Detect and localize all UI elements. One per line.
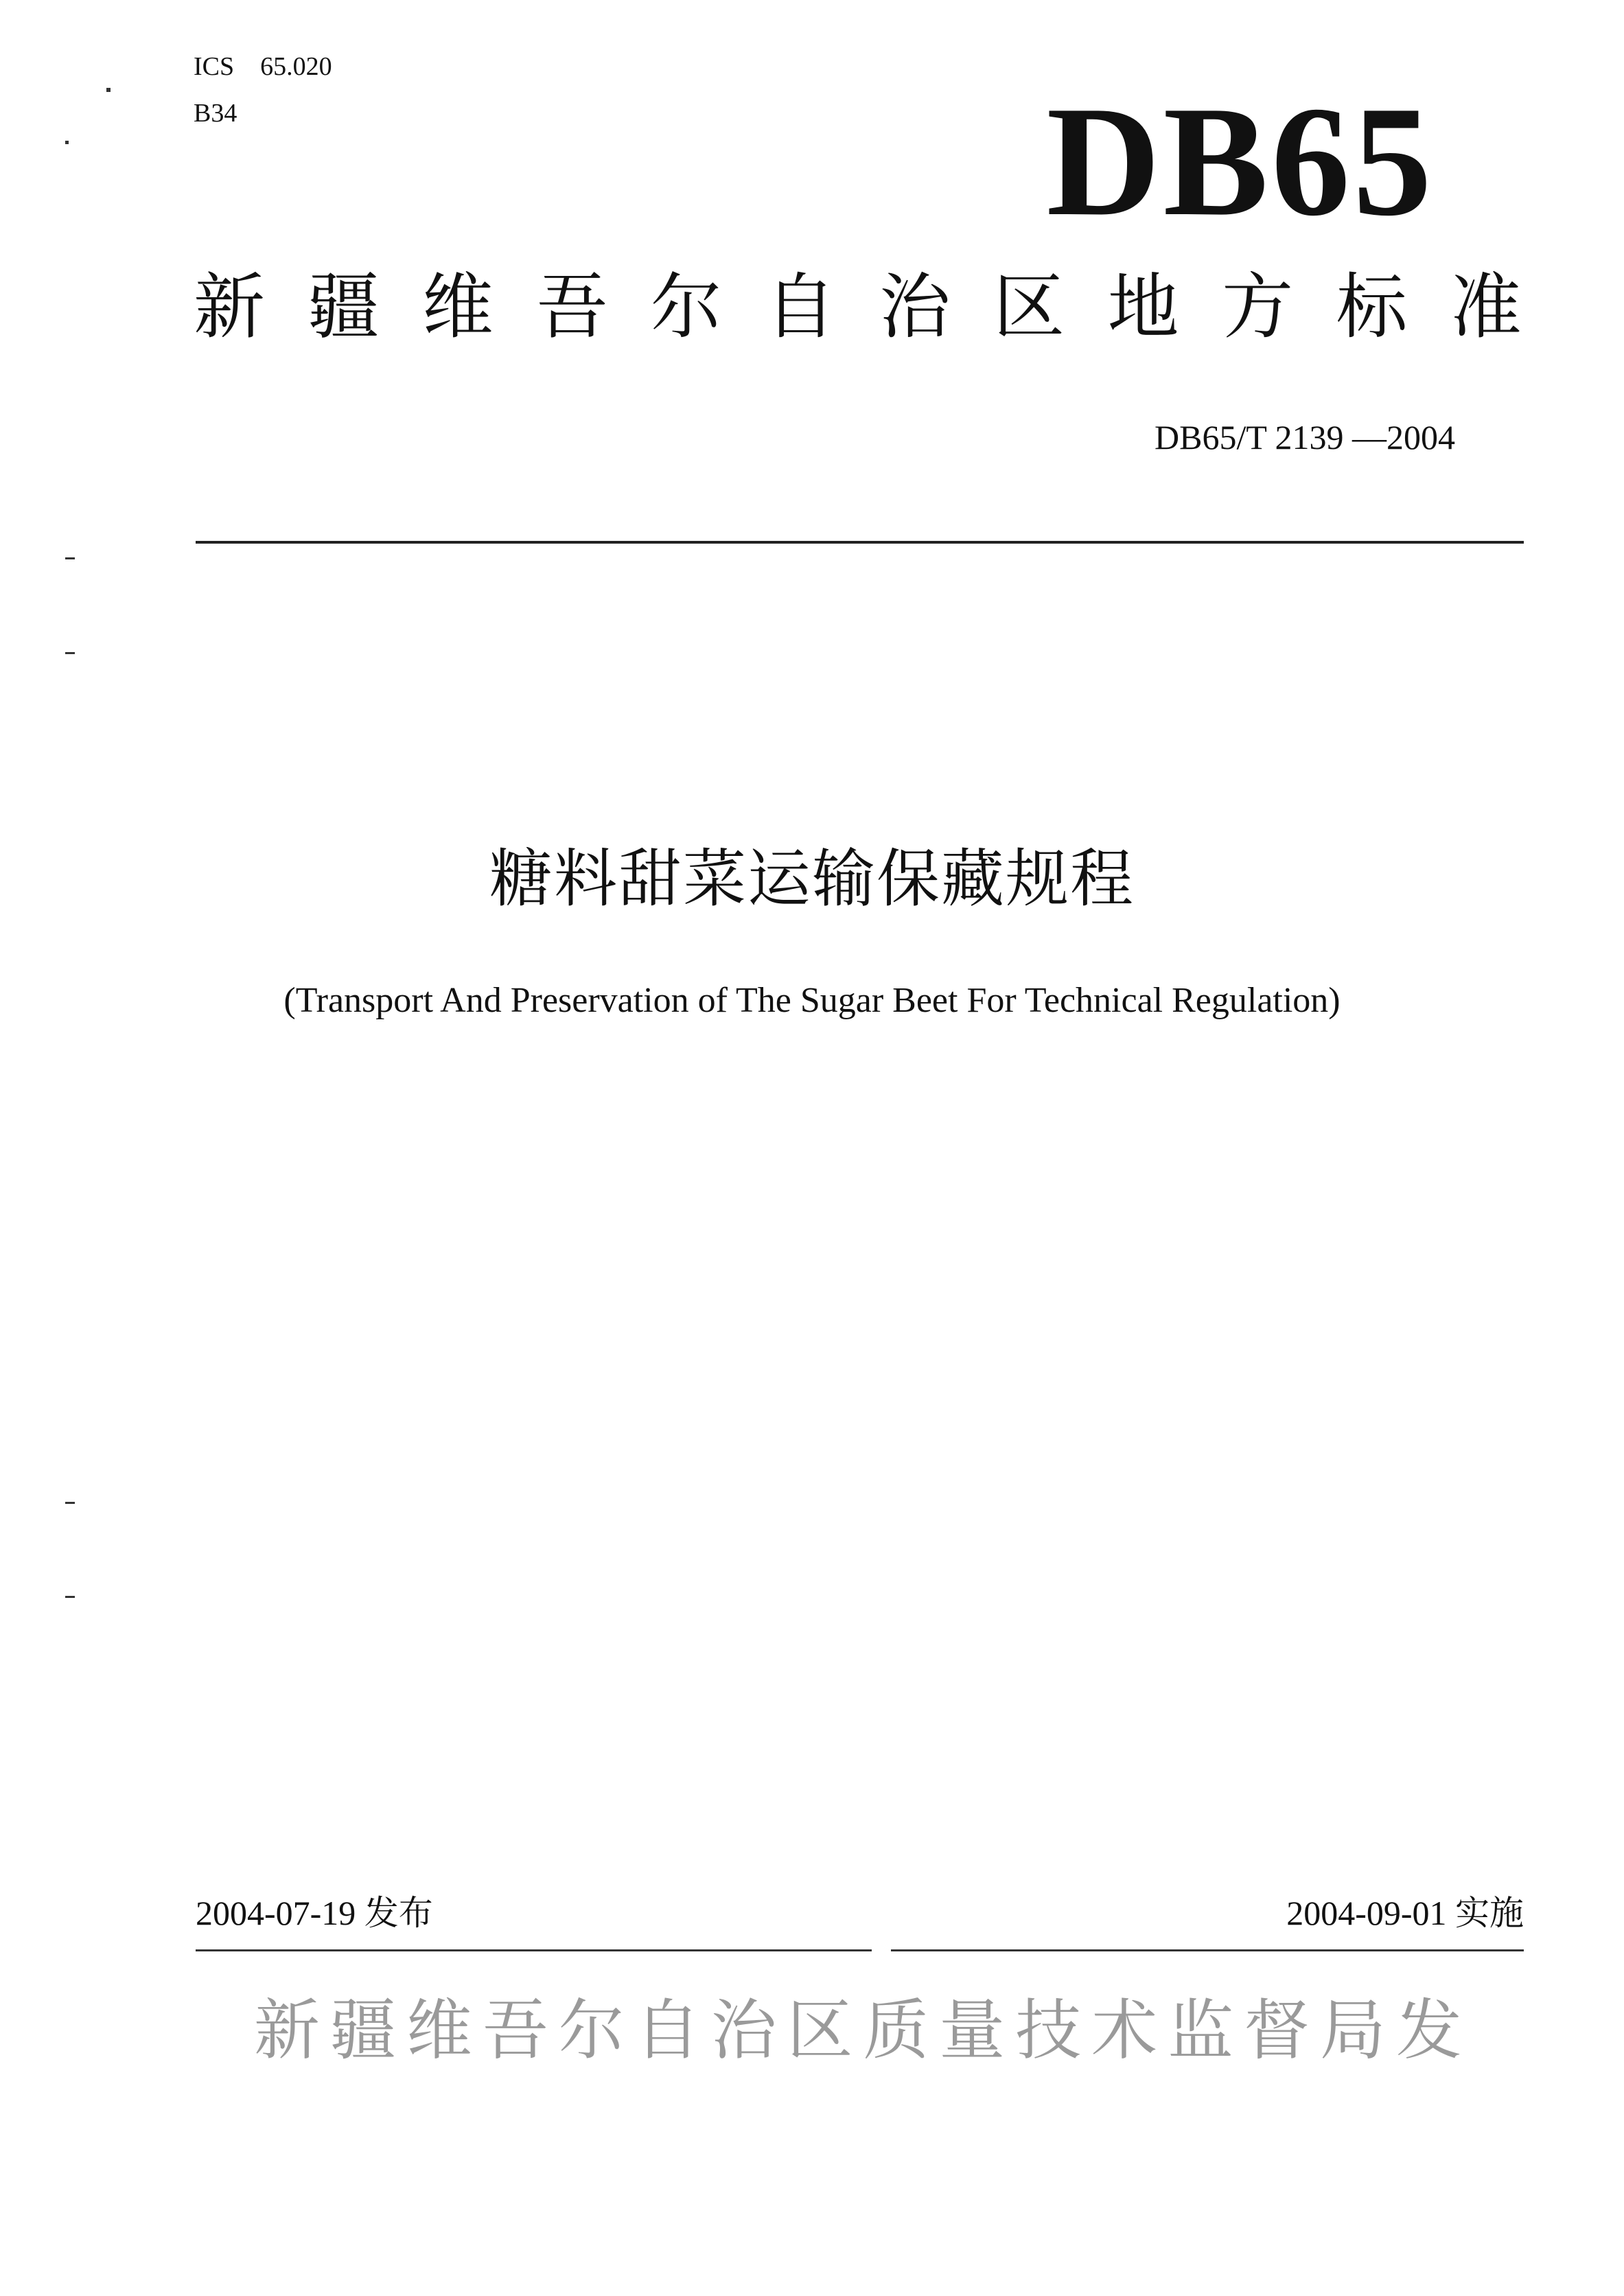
issuer-char: 发 bbox=[1395, 1992, 1462, 2069]
region-char: 尔 bbox=[650, 265, 722, 349]
issuer-char: 维 bbox=[406, 1992, 472, 2069]
region-char: 吾 bbox=[536, 265, 608, 349]
scan-mark bbox=[65, 652, 75, 654]
footer-divider-left bbox=[196, 1949, 872, 1951]
scan-mark bbox=[65, 141, 69, 144]
region-char: 方 bbox=[1222, 265, 1294, 349]
footer-divider-right bbox=[891, 1949, 1524, 1951]
issuer-char: 疆 bbox=[329, 1992, 396, 2069]
scan-mark bbox=[65, 1502, 75, 1504]
issuer-char: 监 bbox=[1168, 1992, 1234, 2069]
issuer-char: 治 bbox=[710, 1992, 777, 2069]
scan-mark bbox=[65, 1596, 75, 1598]
region-char: 维 bbox=[421, 265, 494, 349]
region-char: 自 bbox=[765, 265, 837, 349]
ics-code: 65.020 bbox=[260, 52, 332, 81]
issuer-char: 新 bbox=[254, 1992, 320, 2069]
issuer-char: 区 bbox=[787, 1992, 853, 2069]
region-char: 新 bbox=[194, 265, 266, 349]
issuing-authority bbox=[254, 1992, 1462, 2069]
ics-label: ICS bbox=[194, 52, 235, 81]
issuer-char: 局 bbox=[1319, 1992, 1386, 2069]
region-char: 准 bbox=[1450, 265, 1522, 349]
region-char: 区 bbox=[993, 265, 1065, 349]
region-char: 疆 bbox=[308, 265, 380, 349]
issuer-char: 尔 bbox=[558, 1992, 625, 2069]
region-char: 标 bbox=[1336, 265, 1408, 349]
standard-logo: DB65 bbox=[1046, 73, 1435, 248]
issuer-char: 量 bbox=[939, 1992, 1006, 2069]
header-divider bbox=[196, 541, 1524, 544]
scan-mark bbox=[65, 557, 75, 559]
implementation-date: 2004-09-01 实施 bbox=[1286, 1894, 1524, 1932]
standard-number: DB65/T 2139 —2004 bbox=[1155, 418, 1455, 456]
ccs-code: B34 bbox=[194, 99, 237, 128]
issuer-char: 吾 bbox=[482, 1992, 548, 2069]
ics-classification bbox=[194, 54, 332, 80]
issuer-char: 质 bbox=[863, 1992, 929, 2069]
scan-mark bbox=[106, 88, 111, 92]
issuer-char: 术 bbox=[1091, 1992, 1158, 2069]
region-char: 治 bbox=[879, 265, 951, 349]
document-title-english: (Transport And Preservation of The Sugar Beet For Technical Regulation) bbox=[283, 981, 1341, 1020]
issuer-char: 自 bbox=[634, 1992, 701, 2069]
issuer-char: 技 bbox=[1015, 1992, 1082, 2069]
issuer-char: 督 bbox=[1243, 1992, 1310, 2069]
document-title-chinese: 糖料甜菜运输保藏规程 bbox=[489, 842, 1135, 916]
issue-date: 2004-07-19 发布 bbox=[196, 1894, 433, 1932]
region-char: 地 bbox=[1107, 265, 1179, 349]
region-standard-title bbox=[194, 265, 1522, 349]
